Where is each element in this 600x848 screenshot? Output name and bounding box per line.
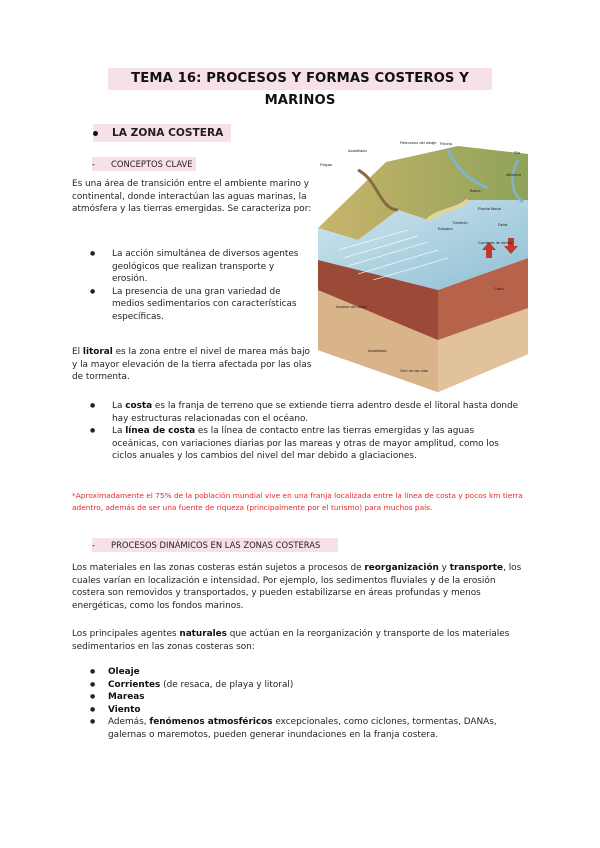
- label-acantilado: Acantilado: [348, 148, 367, 153]
- characteristics-list: [90, 248, 312, 324]
- page-title: TEMA 16: PROCESOS Y FORMAS COSTEROS Y MARINOS: [108, 68, 492, 90]
- list-item: ● Mareas: [90, 691, 528, 704]
- dash-icon: -: [92, 159, 96, 169]
- list-item: ● Viento: [90, 704, 528, 717]
- label-flecha: Flecha: [440, 141, 453, 146]
- label-albufera: Albufera: [506, 172, 521, 177]
- label-flecha-litoral: Flecha litoral: [478, 206, 501, 211]
- subheading-conceptos-clave: [92, 157, 196, 171]
- agents-list: [90, 666, 528, 742]
- label-giro: Giro de las olas: [400, 368, 428, 373]
- list-item: ● La costa es la franja de terreno que se extiende tierra adentro desde el litoral hasta donde hay estructuras relacionadas con el océano.: [90, 400, 520, 425]
- litoral-paragraph: El litoral es la zona entre el nivel de marea más bajo y la mayor elevación de la tierra afectada por las olas de tormenta.: [72, 347, 312, 383]
- dash-icon: -: [92, 540, 96, 550]
- definitions-list: [90, 400, 520, 463]
- list-item: ● La presencia de una gran variedad de medios sedimentarios con características específicas.: [90, 286, 312, 324]
- subheading-text: CONCEPTOS CLAVE: [111, 159, 193, 169]
- label-bahia: Bahía: [470, 188, 481, 193]
- agentes-paragraph: Los principales agentes naturales que actúan en la reorganización y transporte de los materiales sedimentarios en las zonas costeras son:: [72, 629, 510, 652]
- bullet-icon: [93, 131, 98, 136]
- intro-paragraph: Es una área de transición entre el ambiente marino y continental, donde interactúan las aguas marinas, la atmósfera y las tierras emergidas. Se caracteriza por:: [72, 179, 312, 215]
- label-estuario: Estuario: [438, 226, 453, 231]
- section-heading-zona-costera: [93, 124, 231, 142]
- list-item: ● La acción simultánea de diversos agentes geológicos que realizan transporte y erosión.: [90, 248, 312, 286]
- label-rio: Río: [514, 150, 521, 155]
- coastal-zone-diagram: [318, 140, 528, 392]
- label-corriente: Corriente de deriva: [478, 240, 513, 245]
- subheading-text: PROCESOS DINÁMICOS EN LAS ZONAS COSTERAS: [111, 540, 321, 550]
- label-retroceso: Retroceso del oleaje: [400, 140, 437, 145]
- list-item: ● Corrientes (de resaca, de playa y litoral): [90, 679, 528, 692]
- label-avance: Avance del oleaje: [336, 304, 368, 309]
- term-litoral: litoral: [82, 347, 113, 357]
- label-acantilado-2: Acantilado: [368, 348, 387, 353]
- section-heading-text: LA ZONA COSTERA: [112, 127, 224, 139]
- list-item: ● Además, fenómenos atmosféricos excepcionales, como ciclones, tormentas, DANAs, galernas o maremotos, pueden generar inundaciones en la franja costera.: [90, 716, 528, 741]
- list-item: ● Oleaje: [90, 666, 528, 679]
- list-item: ● La línea de costa es la línea de contacto entre las tierras emergidas y las aguas oceánicas, con variaciones diarias por las mareas y otras de mayor amplitud, como los ciclos anuales y los cambios del nivel del mar debido a glaciaciones.: [90, 425, 520, 463]
- procesos-paragraph: Los materiales en las zonas costeras están sujetos a procesos de reorganización y transporte, los cuales varían en localización e intensidad. Por ejemplo, los sedimentos fluviales y de la erosión costera son removidos y transportados, y pueden estabilizarse en áreas profundas y menos energéticas, como los fondos marinos.: [72, 563, 522, 611]
- subheading-procesos-dinamicos: [92, 538, 338, 552]
- label-cabo: Cabo: [494, 286, 504, 291]
- population-note: *Aproximadamente el 75% de la población mundial vive en una franja localizada entre la línea de costa y pocos km tierra adentro, además de ser una fuente de riqueza (principalmente por el turismo) para muchos país.: [72, 491, 523, 512]
- label-playas: Playas: [320, 162, 333, 167]
- label-tombolo: Tómbolo: [452, 220, 468, 225]
- label-delta: Delta: [498, 222, 508, 227]
